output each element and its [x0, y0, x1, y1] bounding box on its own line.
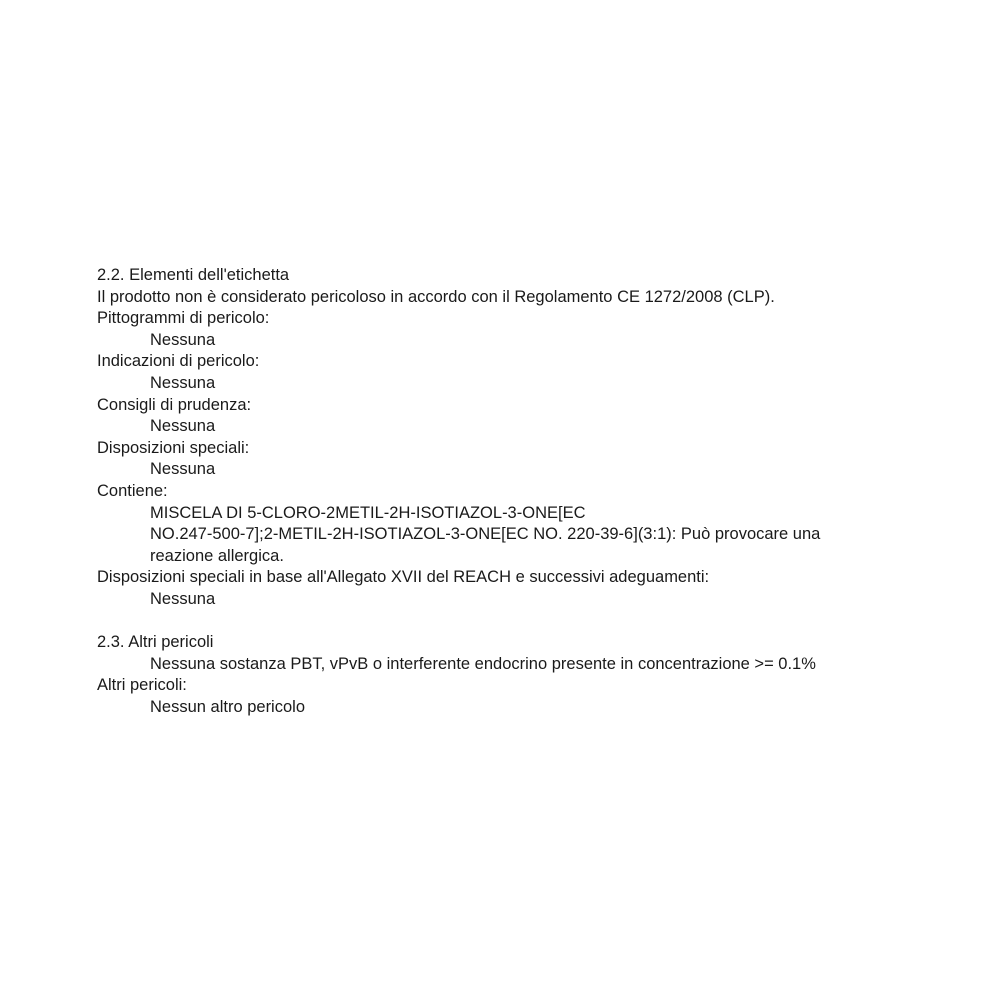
section-heading: 2.2. Elementi dell'etichetta [97, 266, 290, 284]
field-label-pittogrammi: Pittogrammi di pericolo: [97, 309, 270, 328]
section-spacer [97, 611, 977, 633]
field-value-reach: Nessuna [150, 589, 216, 608]
contiene-line: MISCELA DI 5-CLORO-2METIL-2H-ISOTIAZOL-3-ONE[EC [150, 503, 586, 522]
document-body [97, 265, 977, 718]
field-label-indicazioni: Indicazioni di pericolo: [97, 352, 260, 371]
field-value-altri-pericoli: Nessun altro pericolo [150, 697, 305, 716]
field-label-contiene: Contiene: [97, 481, 168, 500]
pbt-statement: Nessuna sostanza PBT, vPvB o interferente endocrino presente in concentrazione >= 0.1% [150, 654, 816, 673]
field-value-pittogrammi: Nessuna [150, 330, 216, 349]
section-2-3 [97, 632, 977, 718]
field-label-disposizioni: Disposizioni speciali: [97, 438, 250, 457]
contiene-line: NO.247-500-7];2-METIL-2H-ISOTIAZOL-3-ONE[EC NO. 220-39-6](3:1): Può provocare una [150, 525, 821, 544]
section-heading: 2.3. Altri pericoli [97, 633, 214, 652]
section-2-2 [97, 265, 977, 611]
field-value-disposizioni: Nessuna [150, 460, 216, 479]
field-label-consigli: Consigli di prudenza: [97, 395, 252, 414]
intro-text: Il prodotto non è considerato pericoloso in accordo con il Regolamento CE 1272/2008 (CLP). [97, 287, 775, 306]
field-value-consigli: Nessuna [150, 417, 216, 436]
field-label-altri-pericoli: Altri pericoli: [97, 676, 187, 695]
field-value-indicazioni: Nessuna [150, 373, 216, 392]
contiene-line: reazione allergica. [150, 546, 284, 565]
field-label-reach: Disposizioni speciali in base all'Allegato XVII del REACH e successivi adeguamenti: [97, 568, 710, 587]
